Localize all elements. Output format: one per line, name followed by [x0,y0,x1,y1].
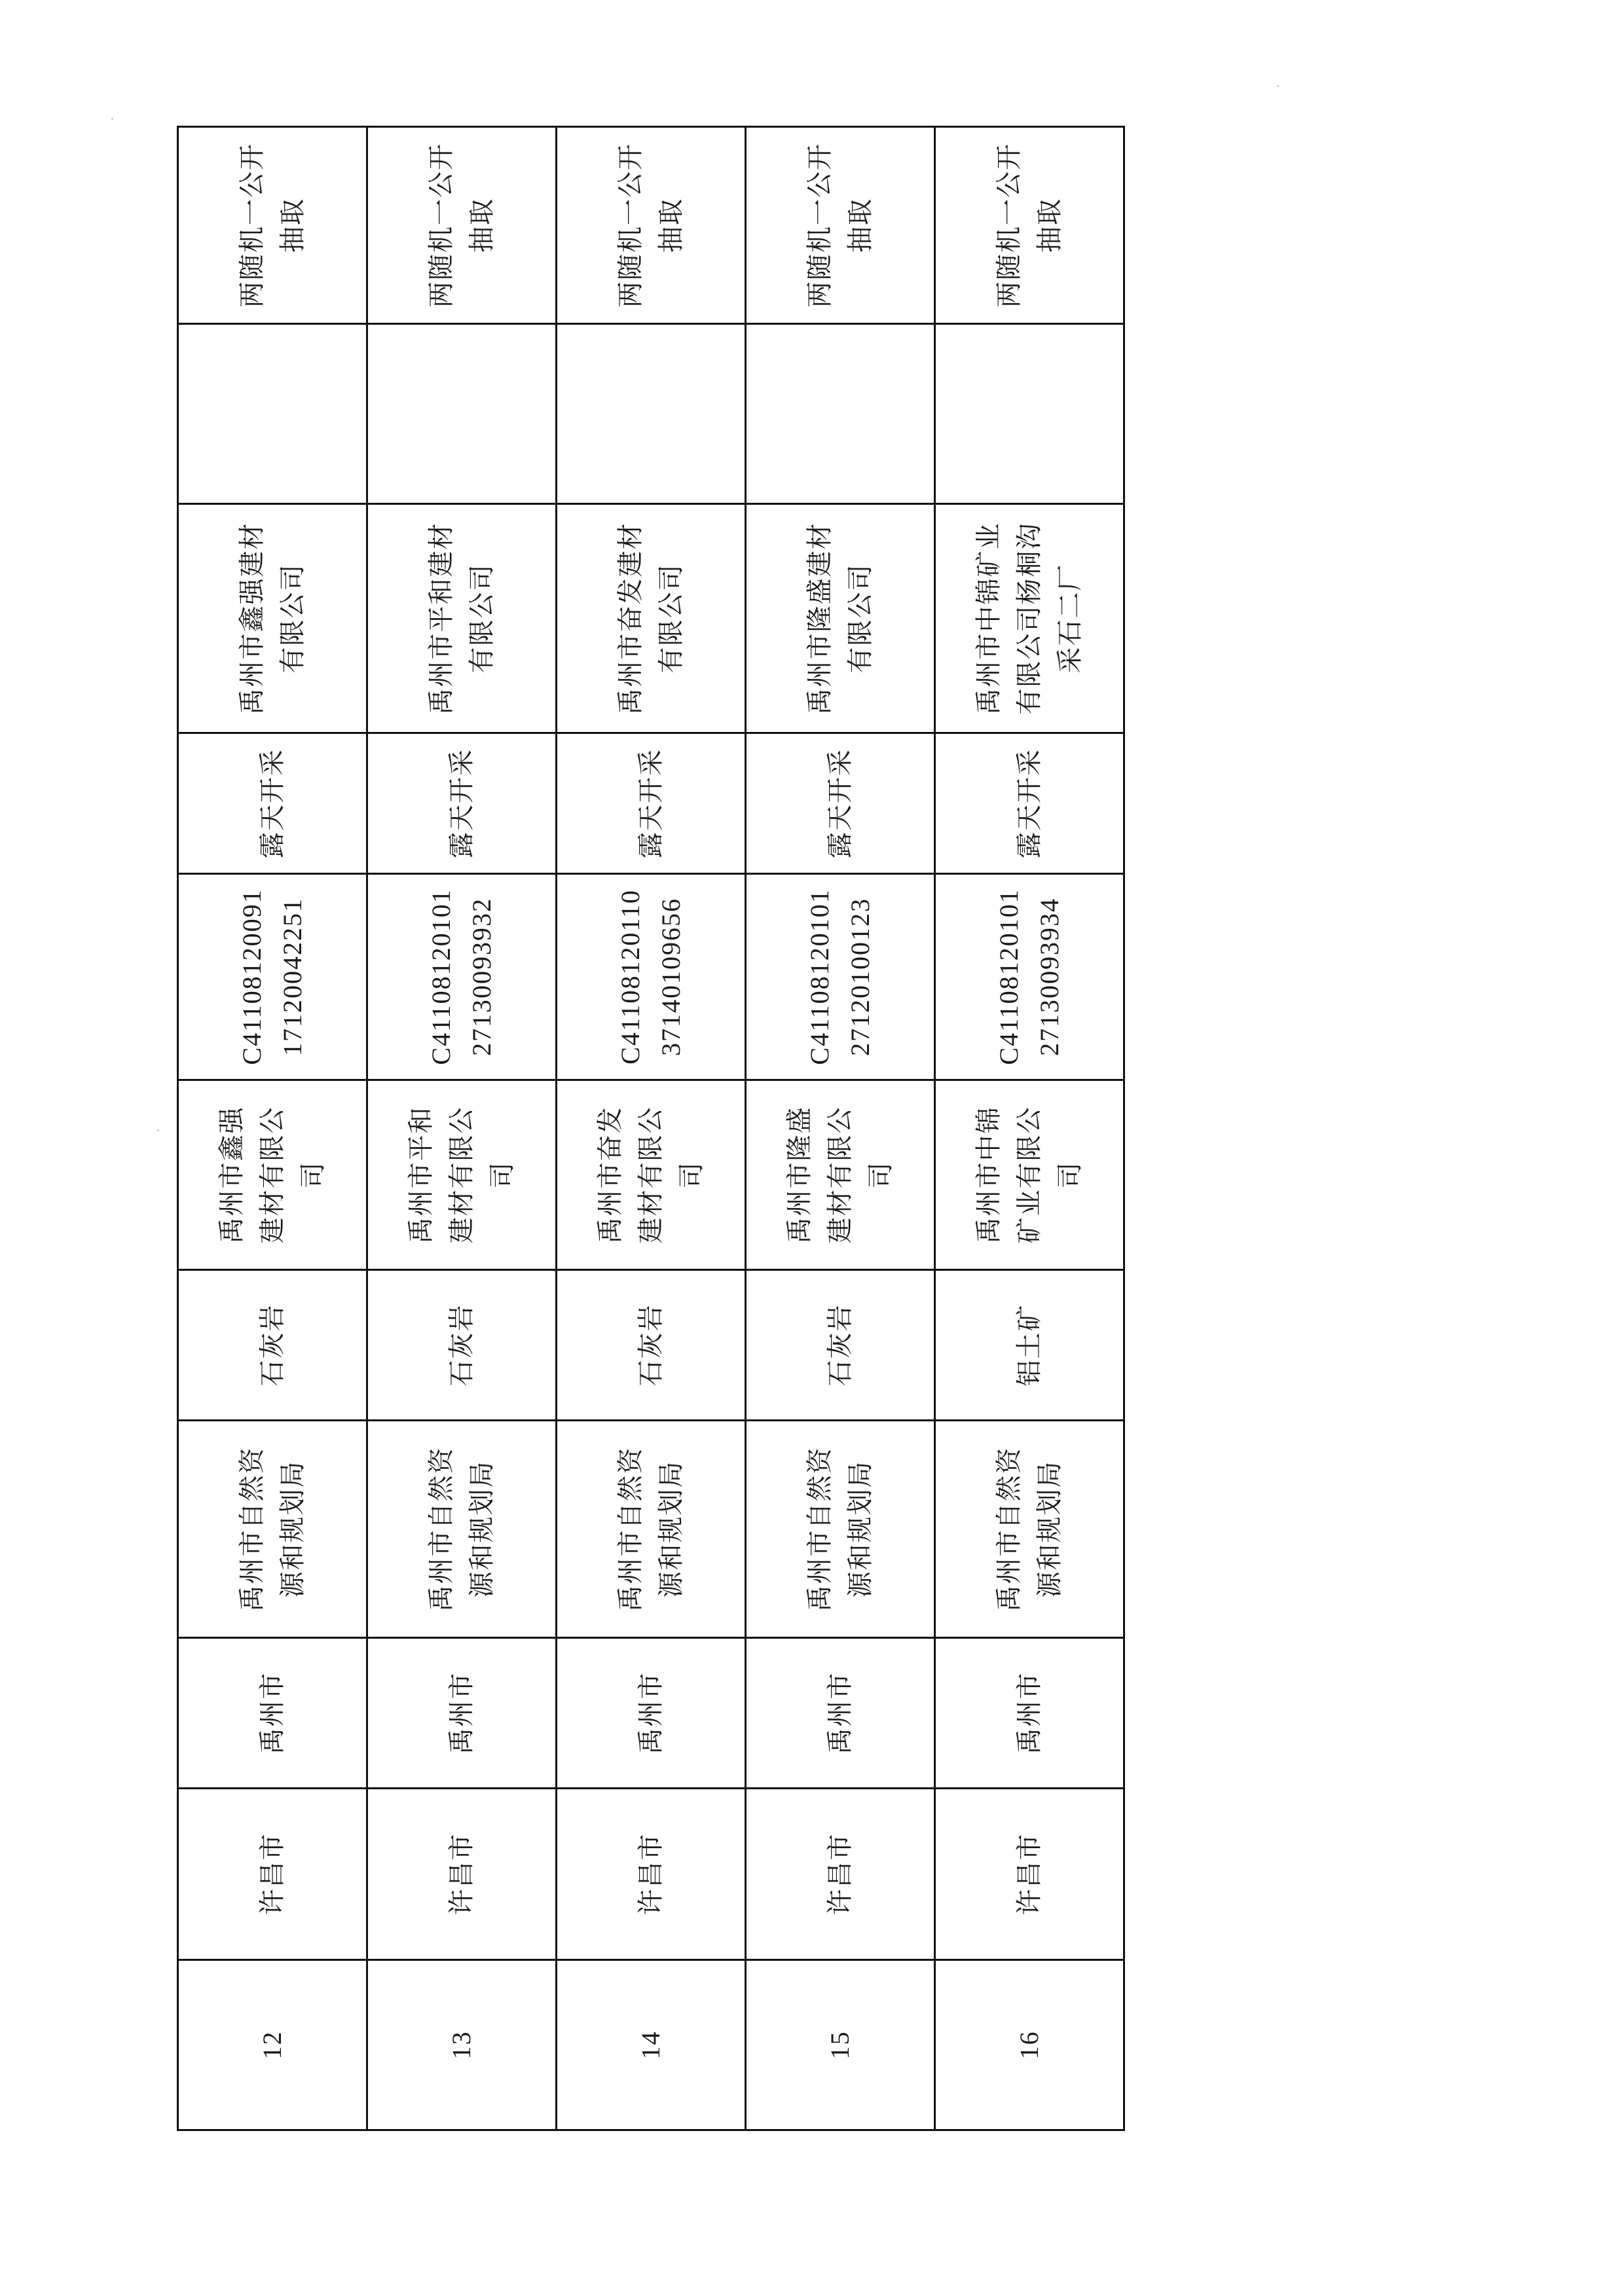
city-cell: 许昌市 [746,1789,935,1960]
authority-cell: 禹州市自然资源和规划局 [746,1421,935,1638]
mine-name-cell: 禹州市中锦矿业有限公司杨桐沟采石二厂 [935,504,1124,733]
license-holder-cell: 禹州市奋发建材有限公司 [557,1080,746,1270]
blank-cell [746,324,935,504]
table-row [935,127,1124,2130]
authority-cell: 禹州市自然资源和规划局 [557,1421,746,1638]
table-row [557,127,746,2130]
city-cell: 许昌市 [935,1789,1124,1960]
county-cell: 禹州市 [178,1638,367,1789]
county-cell: 禹州市 [557,1638,746,1789]
blank-cell [935,324,1124,504]
row-number: 16 [935,1960,1124,2130]
mining-method-cell: 露天开采 [367,733,557,874]
mine-name-cell: 禹州市平和建材有限公司 [367,504,557,733]
mineral-cell: 石灰岩 [746,1270,935,1421]
approach-cell: 两随机一公开抽取 [746,127,935,324]
mineral-cell: 石灰岩 [557,1270,746,1421]
license-holder-cell: 禹州市中锦矿业有限公司 [935,1080,1124,1270]
approach-cell: 两随机一公开抽取 [935,127,1124,324]
scan-mark [157,1129,159,1131]
mining-method-cell: 露天开采 [935,733,1124,874]
approach-cell: 两随机一公开抽取 [557,127,746,324]
table-row [367,127,557,2130]
scan-mark [111,118,113,120]
table-row [178,127,367,2130]
mine-name-cell: 禹州市奋发建材有限公司 [557,504,746,733]
rotated-table-container [177,128,1123,2131]
scan-mark [1277,85,1279,87]
mine-name-cell: 禹州市隆盛建材有限公司 [746,504,935,733]
authority-cell: 禹州市自然资源和规划局 [935,1421,1124,1638]
license-number-cell: C4110812010127130093934 [935,874,1124,1080]
approach-cell: 两随机一公开抽取 [367,127,557,324]
license-holder-cell: 禹州市隆盛建材有限公司 [746,1080,935,1270]
mining-method-cell: 露天开采 [178,733,367,874]
license-number-cell: C4110812010127120100123 [746,874,935,1080]
license-number-cell: C4110812010127130093932 [367,874,557,1080]
county-cell: 禹州市 [935,1638,1124,1789]
row-number: 12 [178,1960,367,2130]
county-cell: 禹州市 [367,1638,557,1789]
authority-cell: 禹州市自然资源和规划局 [367,1421,557,1638]
license-holder-cell: 禹州市鑫强建材有限公司 [178,1080,367,1270]
mineral-cell: 铝土矿 [935,1270,1124,1421]
city-cell: 许昌市 [367,1789,557,1960]
row-number: 14 [557,1960,746,2130]
blank-cell [178,324,367,504]
city-cell: 许昌市 [178,1789,367,1960]
license-number-cell: C4110812009117120042251 [178,874,367,1080]
mining-method-cell: 露天开采 [746,733,935,874]
table-body [178,127,1124,2130]
city-cell: 许昌市 [557,1789,746,1960]
table-row [746,127,935,2130]
mining-method-cell: 露天开采 [557,733,746,874]
mining-inspection-table [177,126,1125,2131]
mine-name-cell: 禹州市鑫强建材有限公司 [178,504,367,733]
blank-cell [557,324,746,504]
mineral-cell: 石灰岩 [367,1270,557,1421]
authority-cell: 禹州市自然资源和规划局 [178,1421,367,1638]
blank-cell [367,324,557,504]
license-number-cell: C4110812011037140109656 [557,874,746,1080]
row-number: 13 [367,1960,557,2130]
row-number: 15 [746,1960,935,2130]
approach-cell: 两随机一公开抽取 [178,127,367,324]
county-cell: 禹州市 [746,1638,935,1789]
mineral-cell: 石灰岩 [178,1270,367,1421]
license-holder-cell: 禹州市平和建材有限公司 [367,1080,557,1270]
